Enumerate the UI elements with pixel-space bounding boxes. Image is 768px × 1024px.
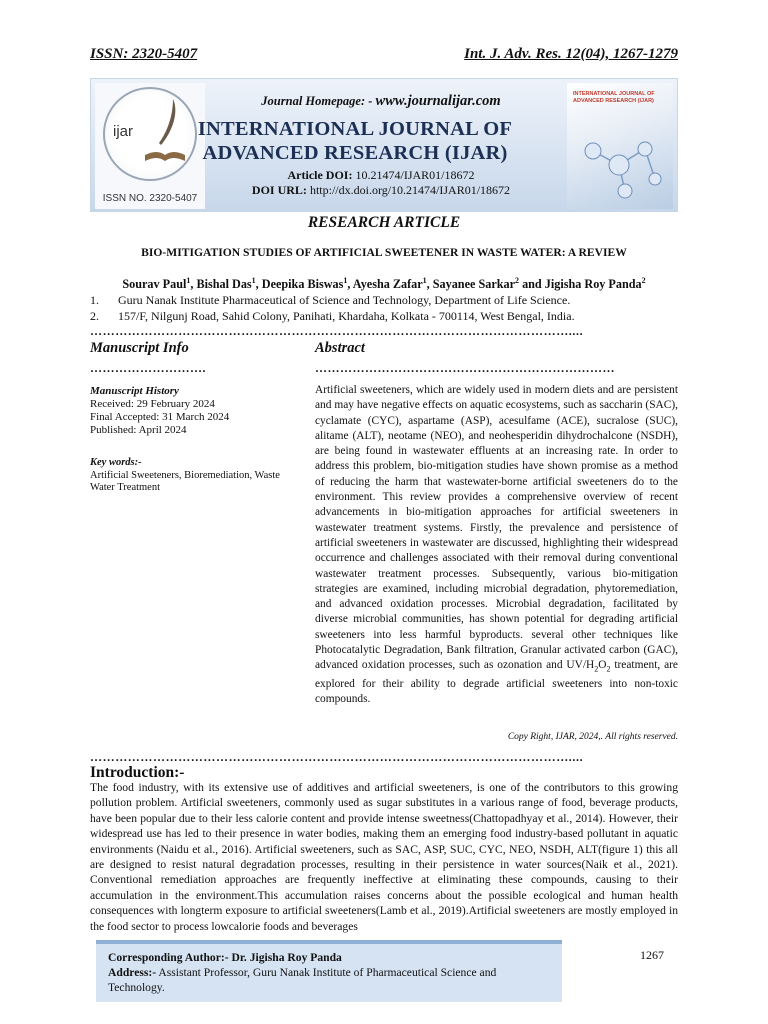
introduction-heading: Introduction:- [90, 764, 185, 781]
abstract-heading: Abstract [315, 340, 365, 356]
running-head [90, 46, 678, 63]
journal-banner [90, 78, 678, 212]
affiliation-item [90, 292, 678, 308]
article-doi-label: Article DOI: [287, 168, 353, 182]
published-date: Published: April 2024 [90, 424, 187, 436]
journal-title-line2: ADVANCED RESEARCH (IJAR) [202, 142, 508, 164]
introduction-text: The food industry, with its extensive use of additives and artificial sweeteners, is one of the contributors to this growing pollution problem. Artificial sweeteners, commonly used as sugar substitutes in a various range of food, beverage products, have been popular due to their less calorie content and provide intense sweetness(Chattopadhyay et al., 2014). However, their widespread use has led to their presence in water bodies, making them an emerging food industry-based pollutant in aquatic environments (Naidu et al., 2016). Artificial sweeteners, such as SAC, ASP, SUC, CYC, NEO, NSDH, ALT(figure 1) this all are designed to resist natural degradation processes, resulting in their persistence in water sources(Naik et al., 2021). Conventional remediation approaches are frequently ineffective at eliminating these compounds, causing to their accumulation in the environment.This accumulation raises concerns about the possible ecological and human health consequences with longterm exposure to artificial sweeteners(Lamb et al., 2019).Artificial sweeteners are mostly employed in the food sector to process lowcalorie foods and beverages [90, 781, 678, 933]
received-date: Received: 29 February 2024 [90, 398, 215, 410]
abstract-dots: ……………………………………………………………… [315, 363, 615, 373]
abstract-column [315, 340, 678, 708]
history-heading: Manuscript History [90, 385, 179, 397]
issn-label: ISSN: 2320-5407 [90, 46, 198, 62]
manuscript-info-heading: Manuscript Info [90, 340, 189, 356]
doi-url-link[interactable]: http://dx.doi.org/10.21474/IJAR01/18672 [306, 183, 511, 197]
journal-title [121, 117, 589, 165]
author-name: Ayesha Zafar [352, 277, 423, 292]
author-affiliation-mark: 1 [251, 276, 256, 285]
citation-label: Int. J. Adv. Res. 12(04), 1267-1279 [464, 46, 678, 62]
author-affiliation-mark: 1 [343, 276, 348, 285]
manuscript-history [90, 385, 290, 437]
cover-title: INTERNATIONAL JOURNAL OF ADVANCED RESEARCH (IJAR) [573, 91, 655, 104]
separator-top: …………………………………………………………………………………………………….... [90, 326, 584, 336]
accepted-date: Final Accepted: 31 March 2024 [90, 411, 230, 423]
abstract-body: O [598, 659, 607, 672]
affiliation-number: 2. [90, 309, 99, 323]
journal-title-line1: INTERNATIONAL JOURNAL OF [197, 118, 513, 140]
subscript: 2 [606, 664, 611, 674]
affiliation-text: Guru Nanak Institute Pharmaceutical of Science and Technology, Department of Life Science. [118, 293, 571, 307]
article-type: RESEARCH ARTICLE [307, 214, 461, 231]
author-name: Jigisha Roy Panda [544, 277, 642, 292]
journal-homepage [161, 93, 601, 110]
author-affiliation-mark: 2 [641, 276, 646, 285]
keywords-text: Artificial Sweeteners, Bioremediation, Waste Water Treatment [90, 469, 280, 494]
logo-text: ijar [113, 123, 134, 140]
abstract-body: treatment, are explored for their ability to degrade artificial sweeteners into non-toxic compounds. [315, 659, 678, 706]
manuscript-dots: ………………………. [90, 363, 206, 373]
keywords-block [90, 457, 290, 495]
abstract-body: Artificial sweeteners, which are widely used in modern diets and are persistent and may have negative effects on aquatic ecosystems, such as saccharin (SAC), cyclamate (CYC), aspartame (ASP), acesulfame (ACE), sucralose (SUC), alitame (ALT), neotame (NEO), and neohesperidin dihydrochalcone (NSDH), are being found in wastewater effluents at an increasing rate. In order to address this problem, bio-mitigation studies have shown promise as a method of reducing the harm that wastewater-borne artificial sweeteners do to the environment. This review provides a comprehensive overview of recent advancements in bio-mitigation approaches for artificial sweeteners in wastewater treatment systems. Firstly, the prevalence and persistence of artificial sweeteners in wastewater are discussed, highlighting their widespread occurrence and challenges associated with their removal during conventional wastewater treatment processes. Subsequently, various bio-mitigation strategies are examined, including microbial degradation, phytoremediation, and advanced oxidation processes. Microbial degradation, facilitated by diverse microbial communities, has shown potential for degrading artificial sweeteners into less harmful byproducts. several other techniques like Photocatalytic Degradation, Bank filtration, Granular activated carbon (GAC), advanced oxidation processes, such as ozonation and UV/H [315, 384, 678, 672]
author-name: Bishal Das [196, 277, 252, 292]
article-title: BIO-MITIGATION STUDIES OF ARTIFICIAL SWEETENER IN WASTE WATER: A REVIEW [141, 246, 627, 259]
author-name: Sourav Paul [122, 277, 187, 292]
doi-url-label: DOI URL: [251, 183, 307, 197]
homepage-link[interactable]: www.journalijar.com [375, 93, 501, 109]
separator-bottom: …………………………………………………………………………………………………….... [90, 752, 584, 762]
keywords-heading: Key words:- [90, 457, 142, 468]
corresponding-author: Corresponding Author:- Dr. Jigisha Roy Panda [108, 951, 342, 964]
homepage-label: Journal Homepage: - [261, 94, 376, 108]
author-name: Sayanee Sarkar [432, 277, 516, 292]
author-affiliation-mark: 1 [186, 276, 191, 285]
affiliation-list [90, 292, 678, 324]
address-text: Assistant Professor, Guru Nanak Institute of Pharmaceutical Science and Technology. [108, 966, 497, 994]
manuscript-info-column [90, 340, 290, 495]
page-number: 1267 [640, 948, 664, 962]
affiliation-text: 157/F, Nilgunj Road, Sahid Colony, Panihati, Khardaha, Kolkata - 700114, West Bengal, India. [118, 309, 575, 323]
abstract-text [315, 383, 678, 708]
corresponding-author-box [96, 940, 562, 1002]
address-label: Address:- [108, 966, 157, 979]
author-list: Sourav Paul$^1$, Bishal Das$^1$, Deepika Biswas$^1$, Ayesha Zafar$^1$, Sayanee Sarkar$^2$ and Jigisha Roy Panda$^2$ [122, 276, 646, 292]
author-affiliation-mark: 1 [422, 276, 427, 285]
author-name: Deepika Biswas [261, 277, 344, 292]
doi-block [161, 168, 601, 198]
article-doi[interactable]: 10.21474/IJAR01/18672 [352, 168, 475, 182]
logo-issn: ISSN NO. 2320-5407 [102, 193, 198, 204]
affiliation-number: 1. [90, 293, 99, 307]
copyright-notice: Copy Right, IJAR, 2024,. All rights reserved. [507, 732, 678, 742]
subscript: 2 [594, 664, 599, 674]
affiliation-item [90, 308, 678, 324]
corresponding-address [108, 965, 550, 995]
author-affiliation-mark: 2 [515, 276, 520, 285]
